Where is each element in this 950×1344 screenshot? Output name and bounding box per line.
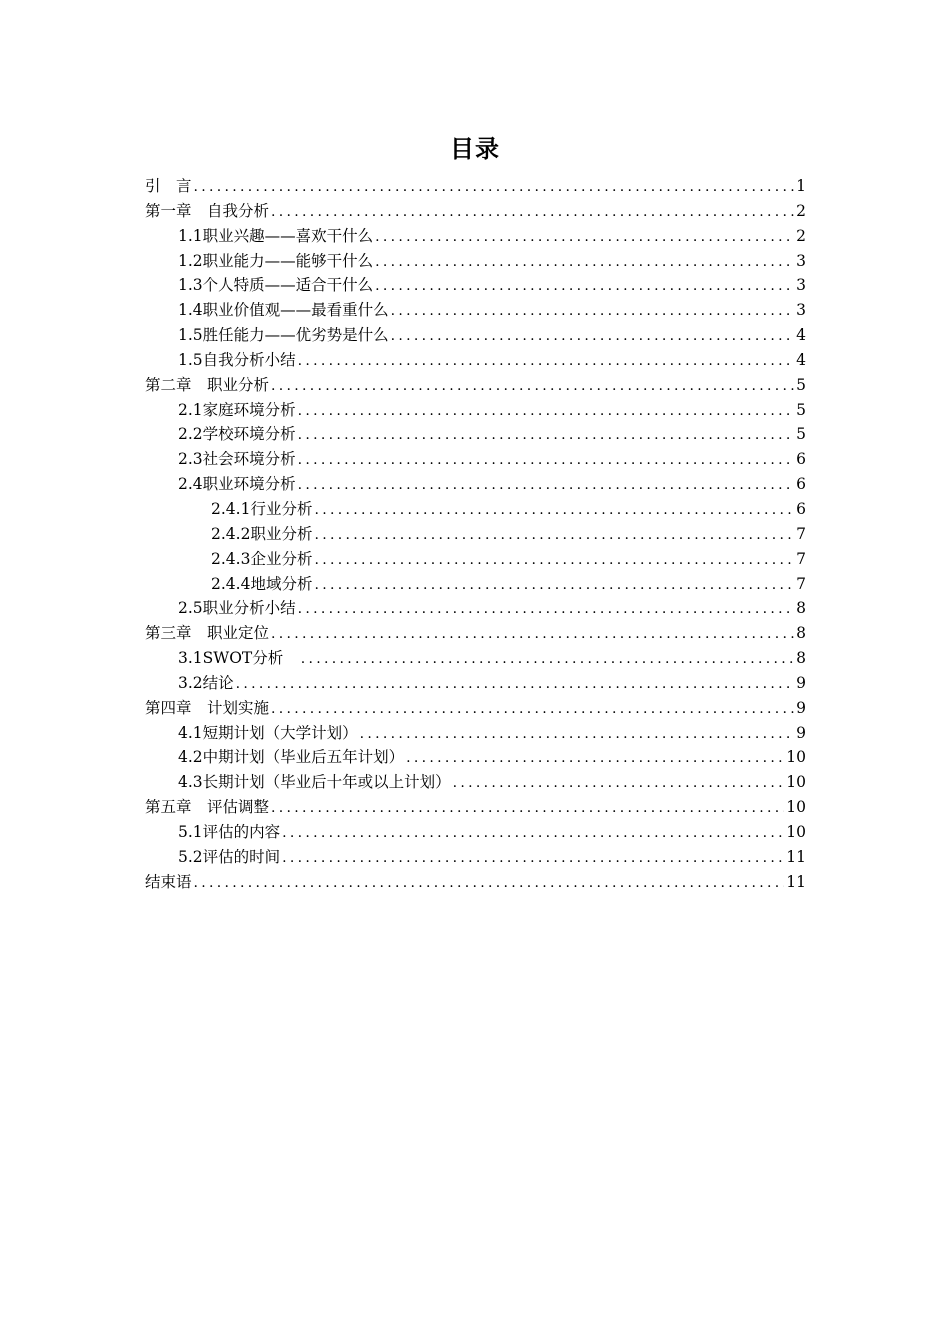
toc-entry-page-number: 7 [796,524,806,543]
toc-entry[interactable] [145,373,806,398]
toc-entry-page-number: 3 [796,251,806,270]
toc-leader-dots [298,448,794,472]
toc-entry-page-number: 2 [796,201,806,220]
toc-leader-dots [298,597,794,621]
toc-entry[interactable] [145,273,806,298]
toc-entry-label: 2.4.1行业分析 [211,499,313,518]
toc-entry[interactable] [145,621,806,646]
toc-entry[interactable] [145,497,806,522]
toc-entry-label: 2.4.4地域分析 [211,574,313,593]
toc-entry[interactable] [145,696,806,721]
toc-entry[interactable] [145,596,806,621]
toc-entry[interactable] [145,224,806,249]
toc-entry-label: 2.1家庭环境分析 [178,400,296,419]
page-title: 目录 [450,135,500,163]
toc-entry[interactable] [145,721,806,746]
toc-entry-page-number: 10 [786,822,806,841]
toc-entry-label: 第一章 自我分析 [145,201,270,220]
toc-entry-label: 1.2职业能力——能够干什么 [178,251,374,270]
toc-entry[interactable] [145,547,806,572]
toc-entry-page-number: 11 [786,847,806,866]
toc-entry[interactable] [145,249,806,274]
toc-entry[interactable] [145,348,806,373]
toc-entry-page-number: 10 [786,798,806,817]
toc-entry[interactable] [145,447,806,472]
toc-entry-label: 2.3社会环境分析 [178,450,296,469]
toc-leader-dots [406,746,784,770]
toc-entry-label: 1.5胜任能力——优劣势是什么 [178,326,389,345]
toc-leader-dots [360,722,794,746]
toc-entry-label: 2.4职业环境分析 [178,475,296,494]
toc-leader-dots [391,324,794,348]
toc-leader-dots [282,846,784,870]
toc-entry-page-number: 7 [796,549,806,568]
toc-leader-dots [314,523,794,547]
toc-entry-label: 4.1短期计划（大学计划） [178,723,358,742]
toc-entry-label: 3.1SWOT分析 [178,649,299,668]
toc-entry-page-number: 5 [796,425,806,444]
toc-entry-label: 4.2中期计划（毕业后五年计划） [178,748,405,767]
toc-entry-page-number: 8 [796,599,806,618]
toc-entry[interactable] [145,323,806,348]
toc-entry-page-number: 10 [786,773,806,792]
toc-entry[interactable] [145,820,806,845]
toc-entry-label: 5.2评估的时间 [178,847,281,866]
toc-entry-page-number: 6 [796,499,806,518]
toc-entry[interactable] [145,671,806,696]
toc-entry-label: 第三章 职业定位 [145,624,270,643]
toc-entry[interactable] [145,845,806,870]
toc-entry-page-number: 9 [796,723,806,742]
toc-entry[interactable] [145,298,806,323]
toc-entry[interactable] [145,199,806,224]
toc-leader-dots [301,647,794,671]
toc-leader-dots [271,622,794,646]
toc-entry-label: 第五章 评估调整 [145,798,270,817]
toc-leader-dots [453,771,785,795]
toc-entry-page-number: 4 [796,350,806,369]
toc-entry-label: 第四章 计划实施 [145,698,270,717]
toc-entry-page-number: 5 [796,375,806,394]
toc-entry-page-number: 4 [796,326,806,345]
toc-entry-page-number: 1 [796,177,806,195]
toc-leader-dots [194,175,795,199]
toc-entry-label: 4.3长期计划（毕业后十年或以上计划） [178,773,451,792]
toc-entry-page-number: 3 [796,276,806,295]
toc-entry-label: 2.5职业分析小结 [178,599,296,618]
toc-leader-dots [298,399,794,423]
toc-leader-dots [298,423,794,447]
toc-entry[interactable] [145,422,806,447]
toc-entry[interactable] [145,870,806,895]
toc-leader-dots [282,821,784,845]
toc-entry[interactable] [145,572,806,597]
toc-leader-dots [375,250,794,274]
toc-entry-page-number: 5 [796,400,806,419]
toc-entry-label: 5.1评估的内容 [178,822,281,841]
toc-leader-dots [314,573,794,597]
toc-leader-dots [375,225,794,249]
toc-entry-label: 1.4职业价值观——最看重什么 [178,301,389,320]
toc-entry-page-number: 9 [796,698,806,717]
toc-entry-label: 结束语 [145,872,192,891]
toc-leader-dots [314,548,794,572]
toc-leader-dots [271,200,794,224]
toc-entry-label: 1.5自我分析小结 [178,350,296,369]
toc-leader-dots [298,349,794,373]
toc-entry-page-number: 6 [796,475,806,494]
toc-entry-label: 3.2结论 [178,673,234,692]
toc-entry[interactable] [145,174,806,199]
toc-entry-page-number: 8 [796,649,806,668]
table-of-contents [145,174,806,894]
toc-entry-label: 2.4.3企业分析 [211,549,313,568]
toc-leader-dots [314,498,794,522]
toc-entry-page-number: 8 [796,624,806,643]
toc-entry[interactable] [145,398,806,423]
toc-entry-page-number: 6 [796,450,806,469]
toc-leader-dots [236,672,794,696]
toc-entry[interactable] [145,745,806,770]
toc-entry-page-number: 3 [796,301,806,320]
toc-leader-dots [298,473,794,497]
toc-leader-dots [375,274,794,298]
toc-entry-label: 2.4.2职业分析 [211,524,313,543]
toc-entry-page-number: 2 [796,226,806,245]
toc-entry-page-number: 9 [796,673,806,692]
toc-leader-dots [391,299,794,323]
toc-entry-page-number: 7 [796,574,806,593]
toc-entry[interactable] [145,646,806,671]
toc-entry-label: 引 言 [145,177,192,195]
toc-entry[interactable] [145,770,806,795]
toc-entry[interactable] [145,472,806,497]
toc-leader-dots [271,697,794,721]
toc-entry-page-number: 11 [786,872,806,891]
toc-entry-label: 第二章 职业分析 [145,375,270,394]
toc-entry-page-number: 10 [786,748,806,767]
toc-entry[interactable] [145,795,806,820]
toc-entry-label: 1.1职业兴趣——喜欢干什么 [178,226,374,245]
toc-entry-label: 1.3个人特质——适合干什么 [178,276,374,295]
toc-entry-label: 2.2学校环境分析 [178,425,296,444]
toc-leader-dots [194,871,785,895]
toc-entry[interactable] [145,522,806,547]
toc-leader-dots [271,796,784,820]
toc-leader-dots [271,374,794,398]
